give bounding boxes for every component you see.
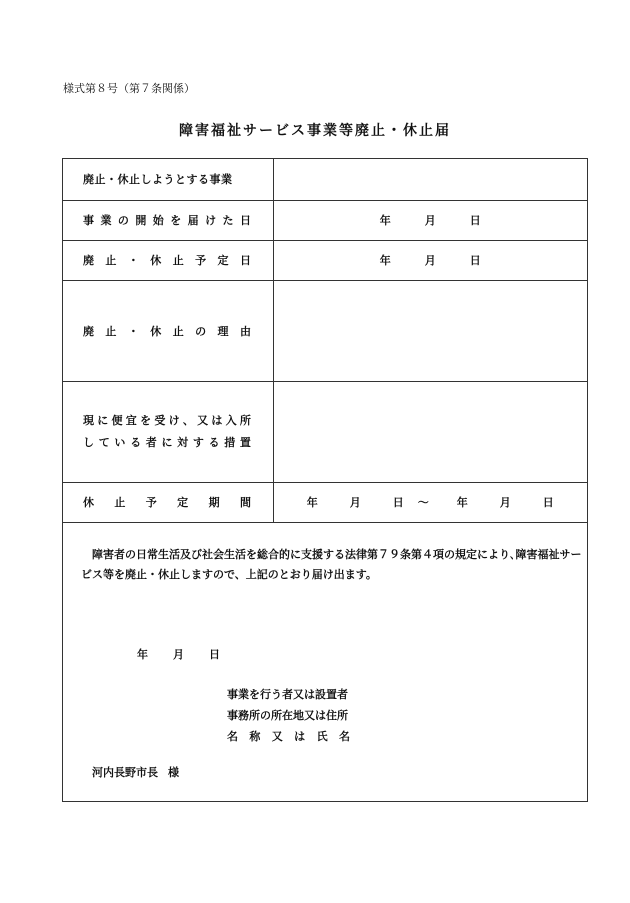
from-year-label: 年 [306, 496, 318, 509]
form-table [63, 159, 587, 523]
period-separator: ～ [417, 496, 429, 509]
label-char: ・ [127, 254, 139, 267]
field-reason[interactable] [273, 280, 587, 381]
page-title: 障害福祉サービス事業等廃止・休止届 [179, 123, 451, 139]
label-reason [63, 280, 273, 381]
addressee-name: 河内長野市長 [92, 766, 158, 779]
row-business-to-close [63, 159, 587, 200]
label-char: 廃 [83, 254, 94, 267]
label-char: 宜 [125, 413, 137, 427]
submission-date[interactable] [137, 646, 220, 662]
label-char: 対 [177, 435, 189, 449]
to-year-label: 年 [456, 496, 468, 509]
label-char: す [192, 435, 204, 449]
field-measures[interactable] [273, 381, 587, 482]
submission-year-label: 年 [137, 648, 148, 661]
label-char: る [130, 435, 142, 449]
label-char: け [168, 413, 180, 427]
row-suspension-period [63, 482, 587, 522]
operator-label: 事業を行う者又は設置者 [227, 688, 348, 701]
label-start-notification-date-text [83, 212, 251, 228]
label-char: 予 [195, 254, 207, 267]
label-char: 理 [217, 324, 229, 338]
signer-block [227, 684, 350, 747]
row-measures [63, 381, 587, 482]
label-measures-line-2 [83, 432, 251, 454]
label-scheduled-date-text [83, 252, 251, 268]
label-char: 始 [152, 214, 164, 227]
year-label: 年 [379, 214, 391, 227]
field-scheduled-date[interactable] [273, 240, 587, 280]
label-char: の [195, 324, 207, 338]
label-char: に [161, 435, 173, 449]
label-char: 措 [224, 435, 236, 449]
label-char: 所 [239, 413, 251, 427]
label-char: 便 [111, 413, 123, 427]
addressee-honorific: 様 [168, 766, 179, 779]
label-char: 止 [105, 254, 117, 267]
field-business-to-close[interactable] [273, 159, 587, 200]
label-char: 止 [172, 324, 184, 338]
label-char: の [117, 214, 129, 227]
label-reason-text [83, 323, 251, 339]
label-char: し [83, 435, 94, 449]
label-char: 事 [83, 214, 94, 227]
label-scheduled-date [63, 240, 273, 280]
label-char: 受 [154, 413, 166, 427]
submission-month-label: 月 [173, 648, 184, 661]
label-char: 日 [239, 214, 251, 227]
label-char: 休 [83, 496, 94, 509]
label-char: い [114, 435, 126, 449]
label-char: 止 [114, 496, 126, 509]
label-char: 定 [217, 254, 229, 267]
label-char: 者 [145, 435, 157, 449]
label-business-to-close [63, 159, 273, 200]
label-business-to-close-text: 廃止・休止しようとする事業 [83, 173, 233, 187]
notice-statement [81, 545, 586, 585]
label-char: 由 [239, 324, 251, 338]
label-char: は [211, 413, 223, 427]
label-char: 定 [177, 496, 189, 509]
label-char: 開 [135, 214, 147, 227]
address-label: 事務所の所在地又は住所 [227, 709, 348, 722]
label-char: る [208, 435, 220, 449]
label-char: 現 [83, 413, 94, 427]
row-reason [63, 280, 587, 381]
label-char: 止 [172, 254, 184, 267]
label-char: 届 [187, 214, 199, 227]
field-start-notification-date[interactable] [273, 200, 587, 240]
label-char: 業 [100, 214, 112, 227]
label-char: 置 [239, 435, 251, 449]
row-scheduled-date [63, 240, 587, 280]
label-char: 又 [197, 413, 209, 427]
label-char: た [222, 214, 234, 227]
label-char: 称 [249, 730, 261, 743]
label-measures [63, 381, 273, 482]
submission-day-label: 日 [209, 648, 220, 661]
label-suspension-period-text [83, 494, 251, 510]
label-char: 予 [145, 496, 157, 509]
label-suspension-period [63, 482, 273, 522]
year-label: 年 [379, 254, 391, 267]
name-label [227, 726, 350, 747]
row-start-notification-date [63, 200, 587, 240]
label-char: は [294, 730, 306, 743]
field-suspension-period[interactable] [273, 482, 587, 522]
label-char: 又 [271, 730, 283, 743]
label-measures-text [83, 410, 273, 454]
day-label: 日 [469, 214, 481, 227]
label-start-notification-date [63, 200, 273, 240]
label-char: 休 [150, 254, 162, 267]
to-day-label: 日 [542, 496, 554, 509]
label-char: ・ [127, 324, 139, 338]
month-label: 月 [424, 254, 436, 267]
label-char: け [205, 214, 217, 227]
label-char: 期 [208, 496, 220, 509]
form-frame [62, 158, 588, 802]
label-measures-line-1 [83, 410, 251, 432]
label-char: 止 [105, 324, 117, 338]
label-char: 名 [338, 730, 350, 743]
day-label: 日 [469, 254, 481, 267]
label-char: を [170, 214, 182, 227]
notice-text: 障害者の日常生活及び社会生活を総合的に支援する法律第７９条第４項の規定により､障害福祉サービス等を廃止・休止しますので、上記のとおり届け出ます。 [81, 548, 582, 581]
to-month-label: 月 [499, 496, 511, 509]
label-char: 名 [227, 730, 238, 743]
form-number: 様式第８号（第７条関係） [63, 82, 195, 95]
month-label: 月 [424, 214, 436, 227]
label-char: 入 [225, 413, 237, 427]
from-month-label: 月 [349, 496, 361, 509]
from-day-label: 日 [392, 496, 404, 509]
label-char: 間 [239, 496, 251, 509]
addressee [92, 764, 179, 780]
label-char: 休 [150, 324, 162, 338]
label-char: 日 [239, 254, 251, 267]
label-char: て [98, 435, 110, 449]
label-char: に [97, 413, 109, 427]
label-char: を [140, 413, 152, 427]
label-char: 氏 [316, 730, 328, 743]
label-char: 、 [182, 413, 194, 427]
label-char: 廃 [83, 324, 94, 338]
